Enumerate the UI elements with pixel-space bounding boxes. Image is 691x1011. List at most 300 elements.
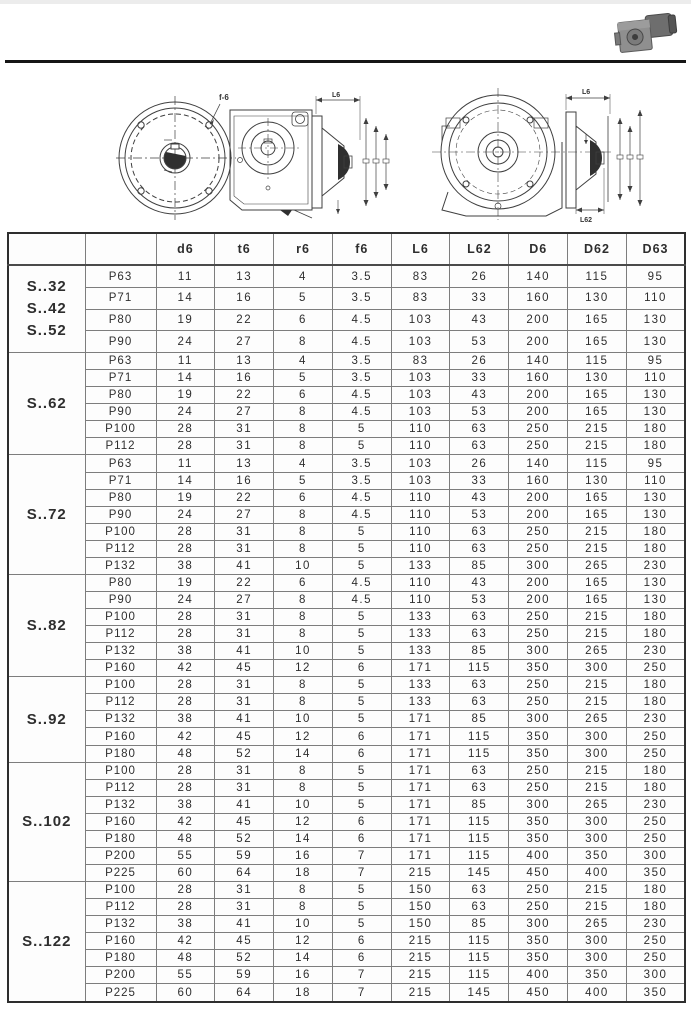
dimension-value-t6: 64 — [215, 984, 274, 1002]
dimension-value-L62: 43 — [450, 387, 509, 404]
dimension-value-f6: 3.5 — [332, 265, 391, 288]
dimension-value-L6: 133 — [391, 557, 450, 574]
dimension-value-f6: 6 — [332, 950, 391, 967]
dimension-value-d6: 60 — [156, 864, 215, 881]
dimension-value-t6: 59 — [215, 967, 274, 984]
dimension-value-D62: 350 — [568, 967, 627, 984]
dimension-value-r6: 8 — [274, 882, 333, 899]
dimension-value-f6: 7 — [332, 984, 391, 1002]
dimension-value-r6: 8 — [274, 609, 333, 626]
dimension-value-D62: 300 — [568, 830, 627, 847]
dimension-value-r6: 4 — [274, 455, 333, 472]
dimension-value-f6: 4.5 — [332, 574, 391, 591]
dimension-value-d6: 28 — [156, 540, 215, 557]
dimension-value-L6: 103 — [391, 472, 450, 489]
dimension-value-f6: 3.5 — [332, 472, 391, 489]
dimension-value-d6: 55 — [156, 847, 215, 864]
dimension-value-D62: 300 — [568, 933, 627, 950]
dimension-value-t6: 31 — [215, 626, 274, 643]
dimension-value-D6: 200 — [509, 591, 568, 608]
motor-size-cell: P200 — [85, 967, 156, 984]
dimension-value-D6: 140 — [509, 265, 568, 288]
table-row — [8, 813, 685, 830]
dimension-value-L6: 150 — [391, 916, 450, 933]
dimension-value-D6: 250 — [509, 540, 568, 557]
dimension-value-L62: 63 — [450, 626, 509, 643]
motor-size-cell: P100 — [85, 523, 156, 540]
dimension-value-t6: 45 — [215, 813, 274, 830]
dimension-value-L6: 83 — [391, 265, 450, 288]
dimension-value-D6: 200 — [509, 331, 568, 353]
dimension-value-t6: 22 — [215, 574, 274, 591]
series-group-label — [8, 353, 85, 455]
dimension-value-L6: 171 — [391, 796, 450, 813]
motor-size-cell: P160 — [85, 660, 156, 677]
table-row — [8, 370, 685, 387]
gearbox-side-view-drawing — [220, 88, 398, 224]
dimension-value-D62: 165 — [568, 574, 627, 591]
dimension-value-d6: 28 — [156, 899, 215, 916]
dimension-value-D62: 265 — [568, 643, 627, 660]
dimension-value-D63: 110 — [626, 288, 685, 310]
dimension-value-f6: 7 — [332, 967, 391, 984]
dimension-value-D62: 130 — [568, 370, 627, 387]
dimension-value-L62: 85 — [450, 643, 509, 660]
dimension-value-L62: 53 — [450, 506, 509, 523]
dimension-value-D62: 215 — [568, 882, 627, 899]
dimension-value-r6: 12 — [274, 728, 333, 745]
dimension-value-D6: 400 — [509, 967, 568, 984]
dimension-value-L6: 103 — [391, 404, 450, 421]
dimension-value-r6: 8 — [274, 421, 333, 438]
table-row — [8, 288, 685, 310]
dimension-value-f6: 5 — [332, 626, 391, 643]
dimension-value-t6: 41 — [215, 643, 274, 660]
dimension-value-f6: 5 — [332, 796, 391, 813]
column-header-L62: L62 — [450, 233, 509, 265]
dimension-value-D63: 95 — [626, 353, 685, 370]
dimension-value-d6: 14 — [156, 370, 215, 387]
table-row — [8, 984, 685, 1002]
motor-size-cell: P80 — [85, 309, 156, 331]
dimension-value-t6: 27 — [215, 404, 274, 421]
dimension-value-D62: 215 — [568, 677, 627, 694]
dimension-value-D6: 160 — [509, 288, 568, 310]
dimension-value-r6: 8 — [274, 540, 333, 557]
dimension-value-D6: 250 — [509, 899, 568, 916]
table-row — [8, 404, 685, 421]
dimension-value-L6: 150 — [391, 899, 450, 916]
dimension-value-D63: 180 — [626, 762, 685, 779]
dimension-value-t6: 45 — [215, 660, 274, 677]
dimension-value-L62: 26 — [450, 265, 509, 288]
table-row — [8, 745, 685, 762]
dimension-value-D63: 180 — [626, 438, 685, 455]
motor-size-cell: P112 — [85, 694, 156, 711]
dimension-value-r6: 4 — [274, 265, 333, 288]
dimension-value-L6: 103 — [391, 309, 450, 331]
header-row — [8, 233, 685, 265]
column-header-d6: d6 — [156, 233, 215, 265]
series-group-label — [8, 265, 85, 353]
dimension-value-t6: 31 — [215, 677, 274, 694]
dimension-value-D63: 250 — [626, 745, 685, 762]
dimension-value-r6: 10 — [274, 796, 333, 813]
motor-size-cell: P112 — [85, 626, 156, 643]
dimension-value-t6: 31 — [215, 779, 274, 796]
leader-line — [210, 104, 220, 124]
dimension-value-r6: 8 — [274, 506, 333, 523]
dimension-value-D6: 250 — [509, 523, 568, 540]
dimension-value-L6: 110 — [391, 591, 450, 608]
dimension-value-r6: 8 — [274, 404, 333, 421]
series-group-label-line: S..62 — [26, 394, 67, 412]
dimension-value-L6: 215 — [391, 864, 450, 881]
dimension-value-D63: 300 — [626, 847, 685, 864]
dimension-value-d6: 28 — [156, 609, 215, 626]
column-header-D62: D62 — [568, 233, 627, 265]
table-row — [8, 762, 685, 779]
table-row — [8, 864, 685, 881]
motor-size-cell: P100 — [85, 609, 156, 626]
dimension-value-f6: 7 — [332, 847, 391, 864]
dimension-value-D63: 250 — [626, 728, 685, 745]
dimension-value-L62: 115 — [450, 813, 509, 830]
dimension-value-D62: 400 — [568, 864, 627, 881]
dimension-value-f6: 5 — [332, 540, 391, 557]
motor-size-cell: P100 — [85, 882, 156, 899]
motor-size-cell: P132 — [85, 557, 156, 574]
dimension-value-d6: 14 — [156, 472, 215, 489]
table-row — [8, 523, 685, 540]
dimension-value-f6: 5 — [332, 899, 391, 916]
motor-size-cell: P100 — [85, 762, 156, 779]
dimension-value-D6: 350 — [509, 830, 568, 847]
column-header-D63: D63 — [626, 233, 685, 265]
gearmotor-photo — [607, 6, 683, 58]
dimension-value-D63: 130 — [626, 309, 685, 331]
dimension-value-D63: 130 — [626, 387, 685, 404]
dimension-value-D62: 265 — [568, 916, 627, 933]
dimension-value-L6: 110 — [391, 421, 450, 438]
table-row — [8, 387, 685, 404]
table-row — [8, 438, 685, 455]
dimension-value-L62: 115 — [450, 660, 509, 677]
dimension-value-L6: 103 — [391, 387, 450, 404]
dimension-value-r6: 10 — [274, 643, 333, 660]
side-view-length-dimension-label: L6 — [332, 92, 341, 99]
table-row — [8, 455, 685, 472]
dimension-value-d6: 28 — [156, 882, 215, 899]
dimension-value-D62: 215 — [568, 438, 627, 455]
dimension-value-D6: 350 — [509, 813, 568, 830]
column-header-D6: D6 — [509, 233, 568, 265]
dimension-value-D62: 130 — [568, 472, 627, 489]
dimension-value-D62: 115 — [568, 353, 627, 370]
dimension-value-r6: 8 — [274, 779, 333, 796]
motor-size-cell: P63 — [85, 455, 156, 472]
table-row — [8, 353, 685, 370]
series-group-label-line: S..92 — [26, 710, 67, 728]
column-header-r6: r6 — [274, 233, 333, 265]
dimension-value-L62: 63 — [450, 540, 509, 557]
dimension-value-D62: 165 — [568, 387, 627, 404]
dimension-value-t6: 16 — [215, 288, 274, 310]
dimension-value-t6: 41 — [215, 557, 274, 574]
motor-size-cell: P132 — [85, 711, 156, 728]
dimension-value-D6: 350 — [509, 660, 568, 677]
front-view-flange-depth-dimension-label: L62 — [580, 217, 593, 224]
dimension-value-d6: 24 — [156, 404, 215, 421]
series-group-label — [8, 762, 85, 881]
dimension-value-L62: 43 — [450, 489, 509, 506]
dimension-value-f6: 5 — [332, 882, 391, 899]
dimension-value-f6: 5 — [332, 557, 391, 574]
dimension-value-D6: 200 — [509, 387, 568, 404]
table-row — [8, 728, 685, 745]
dimension-value-L62: 63 — [450, 899, 509, 916]
table-row — [8, 309, 685, 331]
dimension-value-D62: 300 — [568, 728, 627, 745]
dimension-value-L6: 110 — [391, 523, 450, 540]
dimension-value-D63: 180 — [626, 779, 685, 796]
dimension-value-f6: 4.5 — [332, 331, 391, 353]
motor-size-cell: P80 — [85, 489, 156, 506]
dimension-value-D63: 230 — [626, 916, 685, 933]
dimension-value-t6: 13 — [215, 353, 274, 370]
dimension-value-d6: 28 — [156, 779, 215, 796]
dimension-value-f6: 4.5 — [332, 506, 391, 523]
table-row — [8, 711, 685, 728]
dimension-value-t6: 31 — [215, 540, 274, 557]
dimension-value-d6: 28 — [156, 421, 215, 438]
dimension-value-f6: 6 — [332, 660, 391, 677]
table-row — [8, 472, 685, 489]
dimension-value-L6: 133 — [391, 677, 450, 694]
dimension-value-t6: 22 — [215, 387, 274, 404]
dimension-value-t6: 22 — [215, 309, 274, 331]
dimension-value-d6: 38 — [156, 557, 215, 574]
dimension-value-L6: 110 — [391, 574, 450, 591]
dimension-value-D6: 250 — [509, 626, 568, 643]
motor-size-cell: P90 — [85, 331, 156, 353]
dimension-value-d6: 42 — [156, 728, 215, 745]
scan-edge — [0, 0, 691, 4]
dimension-value-f6: 4.5 — [332, 309, 391, 331]
table-row — [8, 796, 685, 813]
motor-size-cell: P71 — [85, 370, 156, 387]
dimension-value-L62: 115 — [450, 967, 509, 984]
motor-size-cell: P132 — [85, 916, 156, 933]
dimension-value-f6: 5 — [332, 711, 391, 728]
dimension-value-D63: 300 — [626, 967, 685, 984]
dimension-value-f6: 5 — [332, 916, 391, 933]
table-row — [8, 882, 685, 899]
table-row — [8, 779, 685, 796]
motor-size-cell: P225 — [85, 864, 156, 881]
dimension-value-D63: 180 — [626, 677, 685, 694]
motor-size-cell: P180 — [85, 950, 156, 967]
motor-size-cell: P90 — [85, 591, 156, 608]
dimension-value-f6: 4.5 — [332, 591, 391, 608]
dimension-value-D63: 130 — [626, 574, 685, 591]
series-group-label-line: S..52 — [26, 321, 67, 339]
dimension-value-f6: 4.5 — [332, 387, 391, 404]
table-row — [8, 421, 685, 438]
dimension-value-f6: 5 — [332, 762, 391, 779]
dimension-value-D63: 95 — [626, 265, 685, 288]
dimension-value-r6: 18 — [274, 984, 333, 1002]
dimension-value-L62: 33 — [450, 370, 509, 387]
dimension-value-L62: 43 — [450, 309, 509, 331]
motor-size-cell: P112 — [85, 540, 156, 557]
dimension-value-L6: 171 — [391, 711, 450, 728]
dimension-value-D63: 130 — [626, 489, 685, 506]
dimension-value-L6: 110 — [391, 438, 450, 455]
dimension-value-L62: 33 — [450, 472, 509, 489]
dimension-value-d6: 38 — [156, 711, 215, 728]
table-row — [8, 643, 685, 660]
dimension-value-r6: 6 — [274, 574, 333, 591]
dimension-value-t6: 41 — [215, 796, 274, 813]
motor-size-cell: P90 — [85, 404, 156, 421]
dimension-value-t6: 31 — [215, 694, 274, 711]
dimension-value-D63: 230 — [626, 711, 685, 728]
dimension-value-L62: 53 — [450, 331, 509, 353]
dimension-value-r6: 14 — [274, 950, 333, 967]
dimension-value-d6: 11 — [156, 455, 215, 472]
dimension-value-D6: 160 — [509, 370, 568, 387]
dimension-value-L6: 133 — [391, 694, 450, 711]
dimension-value-D6: 350 — [509, 745, 568, 762]
motor-size-cell: P63 — [85, 265, 156, 288]
dimension-value-d6: 28 — [156, 438, 215, 455]
dimension-value-t6: 22 — [215, 489, 274, 506]
dimension-value-D6: 250 — [509, 694, 568, 711]
dimension-value-d6: 38 — [156, 643, 215, 660]
dimension-value-r6: 6 — [274, 489, 333, 506]
dimension-value-L62: 115 — [450, 933, 509, 950]
motor-size-cell: P225 — [85, 984, 156, 1002]
dimension-value-f6: 5 — [332, 779, 391, 796]
dimension-value-D63: 180 — [626, 899, 685, 916]
motor-size-cell: P63 — [85, 353, 156, 370]
gearmotor-photo-illustration — [607, 6, 683, 58]
dimension-value-L62: 63 — [450, 523, 509, 540]
table-row — [8, 331, 685, 353]
dimension-value-D62: 165 — [568, 309, 627, 331]
dimension-value-L6: 150 — [391, 882, 450, 899]
dimension-value-t6: 45 — [215, 933, 274, 950]
dimension-value-D62: 265 — [568, 557, 627, 574]
dimension-value-D63: 230 — [626, 796, 685, 813]
dimension-value-D6: 140 — [509, 353, 568, 370]
flange-hole-dimension-label: f-6 — [219, 93, 229, 102]
dimension-value-r6: 8 — [274, 591, 333, 608]
dimension-value-D63: 230 — [626, 643, 685, 660]
dimension-value-L62: 63 — [450, 677, 509, 694]
series-group-label-line: S..82 — [26, 616, 67, 634]
series-group-label-line: S..122 — [22, 932, 72, 950]
dimension-value-f6: 5 — [332, 523, 391, 540]
dimension-value-D6: 160 — [509, 472, 568, 489]
table-row — [8, 574, 685, 591]
dimension-value-D62: 215 — [568, 762, 627, 779]
dimension-value-D63: 180 — [626, 609, 685, 626]
dimension-value-f6: 6 — [332, 728, 391, 745]
dimension-value-d6: 19 — [156, 489, 215, 506]
dimension-value-r6: 12 — [274, 660, 333, 677]
dimension-value-D6: 450 — [509, 864, 568, 881]
series-group-label — [8, 455, 85, 574]
dimension-value-D6: 350 — [509, 950, 568, 967]
dimension-value-L62: 53 — [450, 404, 509, 421]
dimension-value-D63: 180 — [626, 694, 685, 711]
motor-size-cell: P80 — [85, 574, 156, 591]
dimension-value-L62: 85 — [450, 557, 509, 574]
column-header-f6: f6 — [332, 233, 391, 265]
dimension-value-D6: 200 — [509, 309, 568, 331]
dimension-value-f6: 4.5 — [332, 489, 391, 506]
dimension-value-d6: 28 — [156, 626, 215, 643]
dimension-value-D62: 215 — [568, 779, 627, 796]
dimension-value-r6: 16 — [274, 847, 333, 864]
dimension-value-D63: 350 — [626, 864, 685, 881]
dimension-value-D62: 215 — [568, 523, 627, 540]
motor-size-cell: P71 — [85, 472, 156, 489]
dimension-value-L6: 83 — [391, 353, 450, 370]
dimension-value-L6: 103 — [391, 370, 450, 387]
dimension-value-f6: 3.5 — [332, 288, 391, 310]
dimension-value-d6: 11 — [156, 353, 215, 370]
dimension-value-D6: 250 — [509, 779, 568, 796]
dimension-value-t6: 52 — [215, 950, 274, 967]
dimension-value-L6: 133 — [391, 643, 450, 660]
dimension-value-d6: 24 — [156, 591, 215, 608]
dimension-value-f6: 5 — [332, 694, 391, 711]
dimension-value-d6: 55 — [156, 967, 215, 984]
dimension-value-D63: 110 — [626, 472, 685, 489]
dimension-value-t6: 45 — [215, 728, 274, 745]
dimension-value-d6: 19 — [156, 574, 215, 591]
dimension-value-r6: 8 — [274, 899, 333, 916]
dimension-value-D63: 250 — [626, 660, 685, 677]
dimension-value-D6: 250 — [509, 882, 568, 899]
dimension-value-t6: 64 — [215, 864, 274, 881]
motor-size-cell: P112 — [85, 438, 156, 455]
dimension-value-D62: 215 — [568, 626, 627, 643]
dimension-value-r6: 18 — [274, 864, 333, 881]
dimension-value-t6: 31 — [215, 438, 274, 455]
dimension-value-D6: 450 — [509, 984, 568, 1002]
dimension-value-d6: 19 — [156, 309, 215, 331]
table-row — [8, 916, 685, 933]
dimension-value-r6: 8 — [274, 762, 333, 779]
dimension-value-L6: 103 — [391, 331, 450, 353]
dimension-value-f6: 5 — [332, 609, 391, 626]
dimension-value-t6: 16 — [215, 472, 274, 489]
table-row — [8, 830, 685, 847]
table-row — [8, 265, 685, 288]
dimension-value-L62: 63 — [450, 762, 509, 779]
dimension-value-L62: 85 — [450, 796, 509, 813]
dimension-value-t6: 27 — [215, 506, 274, 523]
dimension-value-f6: 5 — [332, 421, 391, 438]
dimension-value-D63: 130 — [626, 591, 685, 608]
dimension-value-d6: 48 — [156, 745, 215, 762]
dimension-value-f6: 3.5 — [332, 455, 391, 472]
table-row — [8, 489, 685, 506]
